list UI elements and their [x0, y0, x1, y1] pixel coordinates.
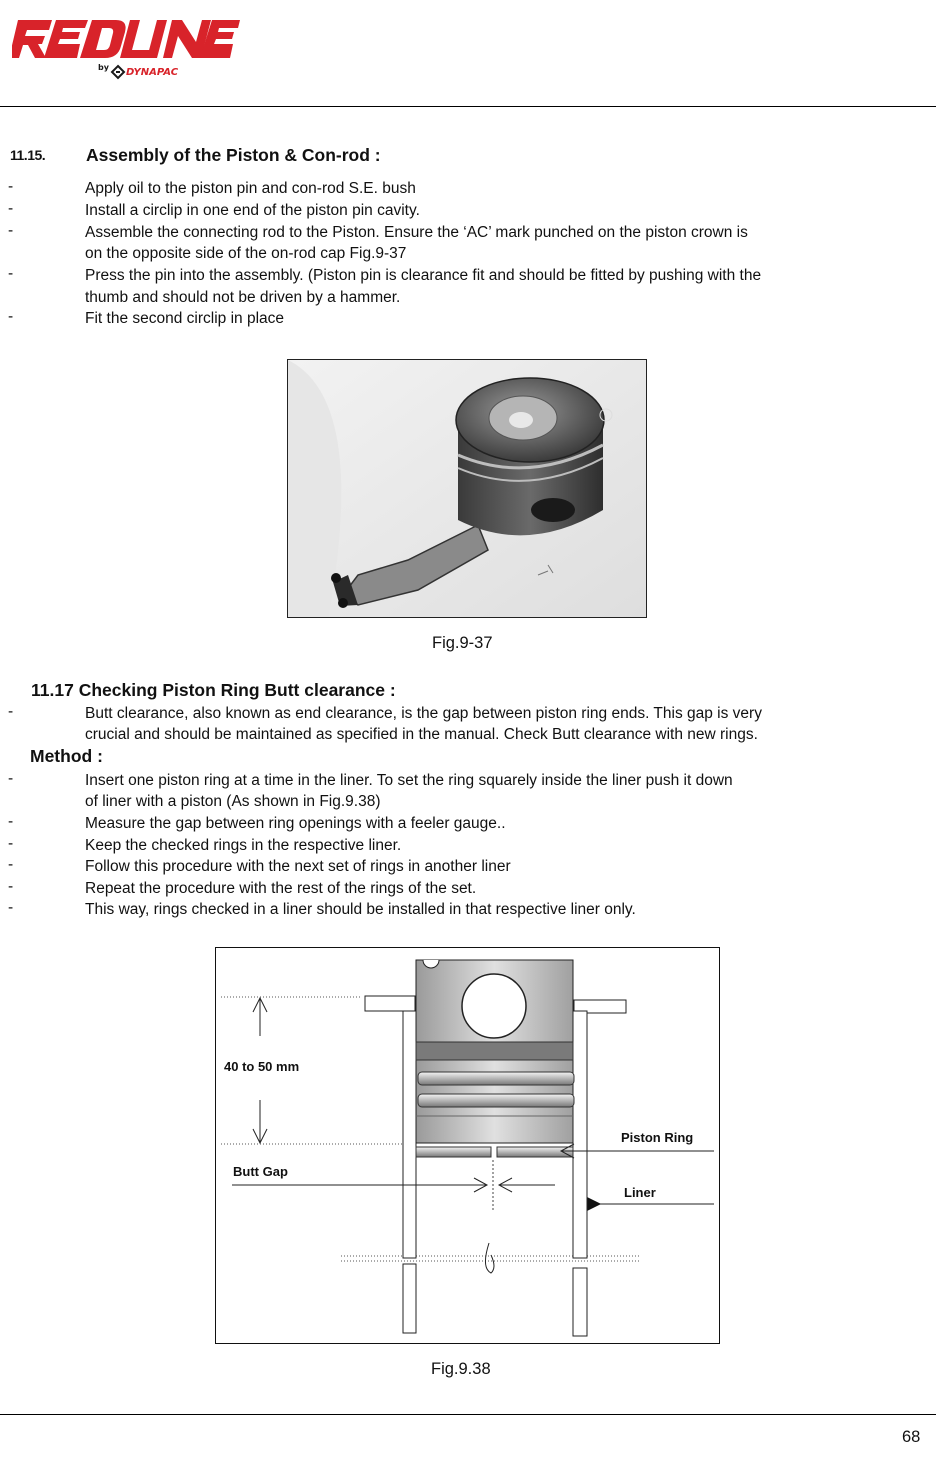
footer-rule: [0, 1414, 936, 1415]
list-dash: -: [8, 703, 14, 720]
list-item-continuation: thumb and should not be driven by a hammer.: [85, 289, 401, 306]
list-item: Keep the checked rings in the respective liner.: [85, 837, 402, 854]
list-dash: -: [8, 856, 14, 873]
list-dash: -: [8, 200, 14, 217]
list-item: Follow this procedure with the next set of rings in another liner: [85, 858, 511, 875]
section-title: Assembly of the Piston & Con-rod :: [86, 145, 381, 165]
list-item: Assemble the connecting rod to the Piston. Ensure the ‘AC’ mark punched on the piston crown is: [85, 224, 748, 241]
list-item: Measure the gap between ring openings with a feeler gauge..: [85, 815, 506, 832]
section-title: 11.17 Checking Piston Ring Butt clearance :: [31, 680, 396, 700]
paragraph-line: Butt clearance, also known as end clearance, is the gap between piston ring ends. This gap is very: [85, 705, 762, 722]
list-item-continuation: of liner with a piston (As shown in Fig.9.38): [85, 793, 381, 810]
list-item-continuation: on the opposite side of the on-rod cap Fig.9-37: [85, 245, 407, 262]
piston-conrod-photo: [287, 359, 647, 618]
butt-gap-diagram: [215, 947, 720, 1344]
list-dash: -: [8, 308, 14, 325]
list-item: Install a circlip in one end of the piston pin cavity.: [85, 202, 420, 219]
list-dash: -: [8, 222, 14, 239]
list-item: Fit the second circlip in place: [85, 310, 285, 327]
logo-brand-text: DYNAPAC: [126, 67, 179, 78]
list-item: Repeat the procedure with the rest of the rings of the set.: [85, 880, 477, 897]
list-dash: -: [8, 899, 14, 916]
list-dash: -: [8, 878, 14, 895]
logo-by-text: by: [98, 63, 109, 72]
page-number: 68: [902, 1428, 921, 1446]
list-dash: -: [8, 265, 14, 282]
method-heading: Method :: [30, 746, 103, 766]
header-rule: [0, 106, 936, 107]
list-item: Apply oil to the piston pin and con-rod S.E. bush: [85, 180, 416, 197]
liner-label: Liner: [624, 1185, 656, 1200]
redline-dynapac-logo: [12, 14, 242, 84]
dimension-label: 40 to 50 mm: [224, 1059, 300, 1074]
paragraph-line: crucial and should be maintained as specified in the manual. Check Butt clearance with new rings.: [85, 726, 758, 743]
figure-caption: Fig.9-37: [432, 634, 493, 652]
list-item: Insert one piston ring at a time in the liner. To set the ring squarely inside the liner push it down: [85, 772, 733, 789]
section-number: 11.15.: [10, 147, 46, 163]
list-item: Press the pin into the assembly. (Piston pin is clearance fit and should be fitted by pushing with the: [85, 267, 762, 284]
list-dash: -: [8, 835, 14, 852]
redline-wordmark: [12, 20, 240, 58]
butt-gap-label: Butt Gap: [233, 1164, 288, 1179]
list-dash: -: [8, 813, 14, 830]
dynapac-icon: [112, 66, 124, 78]
list-item: This way, rings checked in a liner should be installed in that respective liner only.: [85, 901, 636, 918]
list-dash: -: [8, 178, 14, 195]
list-dash: -: [8, 770, 14, 787]
figure-caption: Fig.9.38: [431, 1360, 491, 1378]
piston-ring-label: Piston Ring: [621, 1130, 694, 1145]
